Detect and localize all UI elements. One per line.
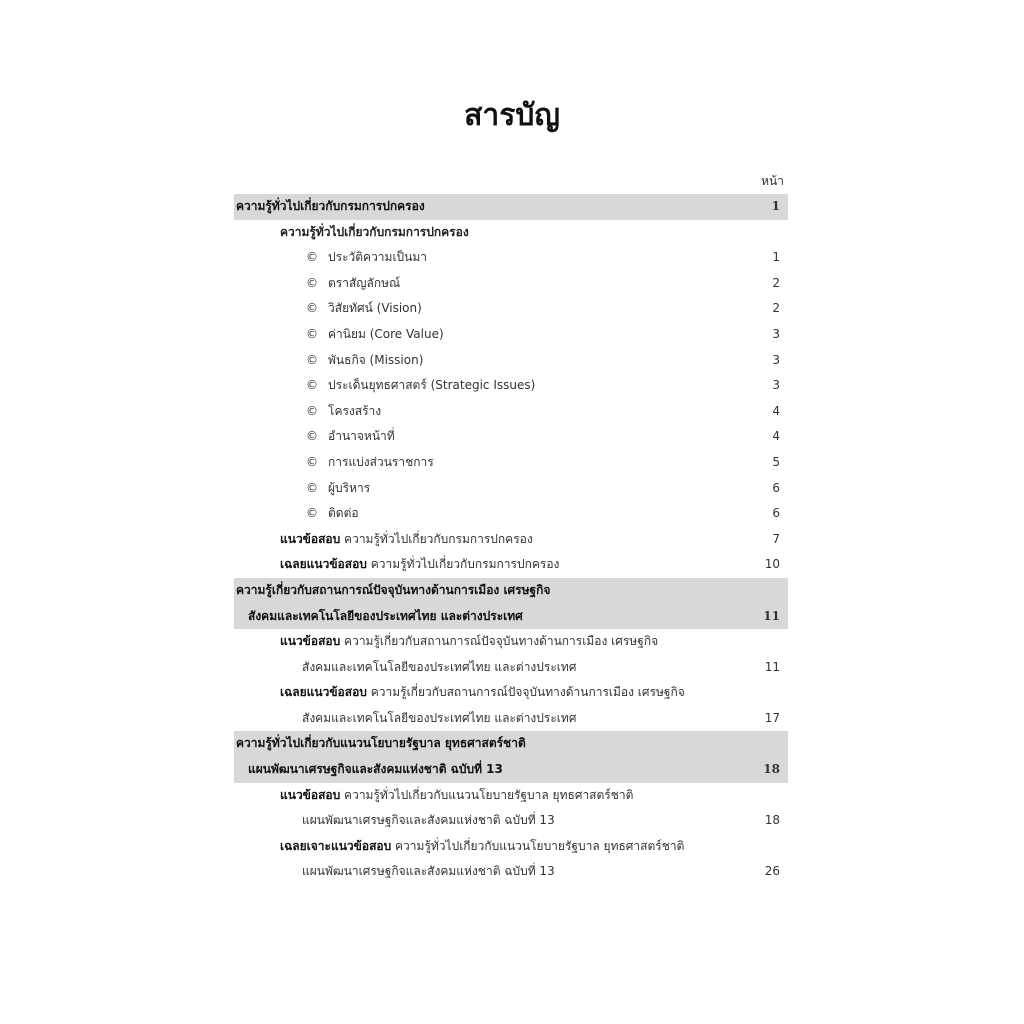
toc-answer-2-cont[interactable] <box>234 706 788 732</box>
page-number: 2 <box>772 275 780 290</box>
page-number: 7 <box>772 531 780 546</box>
answer-label: เฉลยเจาะแนวข้อสอบ <box>280 838 392 853</box>
page-number: 10 <box>764 557 780 572</box>
page-number: 11 <box>764 659 780 674</box>
toc-exam-1[interactable] <box>234 527 788 553</box>
section-title-line1: ความรู้ทั่วไปเกี่ยวกับแนวนโยบายรัฐบาล ยุทธศาสตร์ชาติ <box>236 736 526 751</box>
page-number: 1 <box>771 199 780 213</box>
copyright-bullet-icon: © <box>306 429 318 444</box>
answer-label: เฉลยแนวข้อสอบ <box>280 557 367 572</box>
section-title: ความรู้ทั่วไปเกี่ยวกับกรมการปกครอง <box>236 199 425 213</box>
item-label: ติดต่อ <box>328 506 359 521</box>
exam-text-line2: แผนพัฒนาเศรษฐกิจและสังคมแห่งชาติ ฉบับที่ 13 <box>302 813 555 828</box>
toc-item[interactable] <box>234 322 788 348</box>
copyright-bullet-icon: © <box>306 454 318 469</box>
toc-answer-1[interactable] <box>234 552 788 578</box>
toc-section-2[interactable] <box>234 578 788 604</box>
item-label: พันธกิจ (Mission) <box>328 352 424 367</box>
item-label: ประวัติความเป็นมา <box>328 250 428 265</box>
toc-exam-2[interactable] <box>234 629 788 655</box>
answer-text: ความรู้ทั่วไปเกี่ยวกับกรมการปกครอง <box>366 557 560 572</box>
toc-item[interactable] <box>234 424 788 450</box>
item-label: โครงสร้าง <box>328 403 382 418</box>
item-label: ตราสัญลักษณ์ <box>328 275 401 290</box>
copyright-bullet-icon: © <box>306 301 318 316</box>
answer-text-line2: สังคมและเทคโนโลยีของประเทศไทย และต่างประเทศ <box>302 710 577 725</box>
item-label: การแบ่งส่วนราชการ <box>328 454 434 469</box>
toc-exam-3[interactable] <box>234 783 788 809</box>
toc-answer-3-cont[interactable] <box>234 859 788 885</box>
page-number: 11 <box>763 608 780 623</box>
toc-exam-2-cont[interactable] <box>234 655 788 681</box>
copyright-bullet-icon: © <box>306 506 318 521</box>
page-number: 2 <box>772 301 780 316</box>
exam-text: ความรู้เกี่ยวกับสถานการณ์ปัจจุบันทางด้านการเมือง เศรษฐกิจ <box>340 634 659 649</box>
toc-answer-2[interactable] <box>234 680 788 706</box>
page-number: 18 <box>764 813 780 828</box>
item-label: ประเด็นยุทธศาสตร์ (Strategic Issues) <box>328 378 536 393</box>
exam-text-line2: สังคมและเทคโนโลยีของประเทศไทย และต่างประเทศ <box>302 659 577 674</box>
copyright-bullet-icon: © <box>306 326 318 341</box>
copyright-bullet-icon: © <box>306 403 318 418</box>
page-number: 3 <box>772 326 780 341</box>
toc-section-3-cont[interactable] <box>234 757 788 783</box>
toc-item[interactable] <box>234 348 788 374</box>
answer-text-line2: แผนพัฒนาเศรษฐกิจและสังคมแห่งชาติ ฉบับที่ 13 <box>302 864 555 879</box>
item-label: วิสัยทัศน์ (Vision) <box>328 301 422 316</box>
page-number: 6 <box>772 480 780 495</box>
section-title-line1: ความรู้เกี่ยวกับสถานการณ์ปัจจุบันทางด้านการเมือง เศรษฐกิจ <box>236 582 551 597</box>
item-label: ค่านิยม (Core Value) <box>328 326 444 341</box>
exam-label: แนวข้อสอบ <box>280 531 341 546</box>
page-column-header: หน้า <box>761 174 784 188</box>
toc-item[interactable] <box>234 245 788 271</box>
page-number: 4 <box>772 403 780 418</box>
page-number: 5 <box>772 454 780 469</box>
toc-exam-3-cont[interactable] <box>234 808 788 834</box>
exam-label: แนวข้อสอบ <box>280 787 341 802</box>
toc-subsection-1[interactable] <box>234 220 788 246</box>
copyright-bullet-icon: © <box>306 378 318 393</box>
subsection-title: ความรู้ทั่วไปเกี่ยวกับกรมการปกครอง <box>280 224 469 239</box>
toc-item[interactable] <box>234 399 788 425</box>
toc-item[interactable] <box>234 450 788 476</box>
answer-text: ความรู้ทั่วไปเกี่ยวกับแนวนโยบายรัฐบาล ยุทธศาสตร์ชาติ <box>391 838 685 853</box>
page-number: 6 <box>772 506 780 521</box>
page-number: 4 <box>772 429 780 444</box>
toc-answer-3[interactable] <box>234 834 788 860</box>
toc-section-3[interactable] <box>234 731 788 757</box>
page-number: 17 <box>764 710 780 725</box>
page-title: สารบัญ <box>464 98 560 133</box>
page-number: 26 <box>764 864 780 879</box>
toc-item[interactable] <box>234 373 788 399</box>
copyright-bullet-icon: © <box>306 480 318 495</box>
exam-text: ความรู้ทั่วไปเกี่ยวกับกรมการปกครอง <box>340 531 533 546</box>
copyright-bullet-icon: © <box>306 250 318 265</box>
exam-label: แนวข้อสอบ <box>280 634 341 649</box>
answer-text: ความรู้เกี่ยวกับสถานการณ์ปัจจุบันทางด้านการเมือง เศรษฐกิจ <box>366 685 685 700</box>
page-number: 18 <box>763 762 780 777</box>
toc-item[interactable] <box>234 271 788 297</box>
page-number: 3 <box>772 352 780 367</box>
item-label: อำนาจหน้าที่ <box>328 429 395 444</box>
copyright-bullet-icon: © <box>306 275 318 290</box>
page-number: 3 <box>772 378 780 393</box>
answer-label: เฉลยแนวข้อสอบ <box>280 685 367 700</box>
item-label: ผู้บริหาร <box>328 480 371 495</box>
toc-item[interactable] <box>234 501 788 527</box>
copyright-bullet-icon: © <box>306 352 318 367</box>
section-title-line2: แผนพัฒนาเศรษฐกิจและสังคมแห่งชาติ ฉบับที่ 13 <box>248 762 503 777</box>
table-of-contents <box>234 168 788 885</box>
section-title-line2: สังคมและเทคโนโลยีของประเทศไทย และต่างประเทศ <box>248 608 523 623</box>
toc-item[interactable] <box>234 476 788 502</box>
exam-text: ความรู้ทั่วไปเกี่ยวกับแนวนโยบายรัฐบาล ยุทธศาสตร์ชาติ <box>340 787 634 802</box>
toc-section-2-cont[interactable] <box>234 604 788 630</box>
page-number: 1 <box>772 250 780 265</box>
toc-item[interactable] <box>234 296 788 322</box>
toc-section-1[interactable] <box>234 194 788 220</box>
